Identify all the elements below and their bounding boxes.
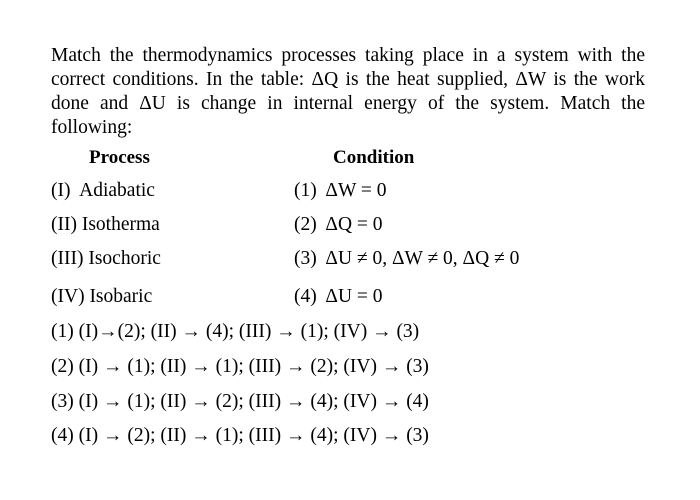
question-text: Match the thermodynamics processes taking place in a system with the correct conditions. In the table: ΔQ is the heat supplied, ΔW is the work done and ΔU is change in internal energy of the system. Match the following: [51,45,645,138]
answer-option-3[interactable]: (3) (I) → (1); (II) → (2); (III) → (4); (IV) → (4) [51,391,429,412]
process-item: (II) Isotherma [51,214,160,235]
answer-option-1[interactable]: (1) (I)→(2); (II) → (4); (III) → (1); (IV) → (3) [51,321,420,342]
answer-option-2[interactable]: (2) (I) → (1); (II) → (1); (III) → (2); (IV) → (3) [51,356,429,377]
process-item: (IV) Isobaric [51,286,153,307]
condition-item: (1) ΔW = 0 [294,180,387,201]
condition-item: (4) ΔU = 0 [294,286,383,307]
process-item: (III) Isochoric [51,248,161,269]
answer-option-4[interactable]: (4) (I) → (2); (II) → (1); (III) → (4); (IV) → (3) [51,425,429,446]
process-column-header: Process [89,147,150,168]
condition-column-header: Condition [333,147,415,168]
condition-item: (3) ΔU ≠ 0, ΔW ≠ 0, ΔQ ≠ 0 [294,248,520,269]
process-item: (I) Adiabatic [51,180,155,201]
condition-item: (2) ΔQ = 0 [294,214,383,235]
